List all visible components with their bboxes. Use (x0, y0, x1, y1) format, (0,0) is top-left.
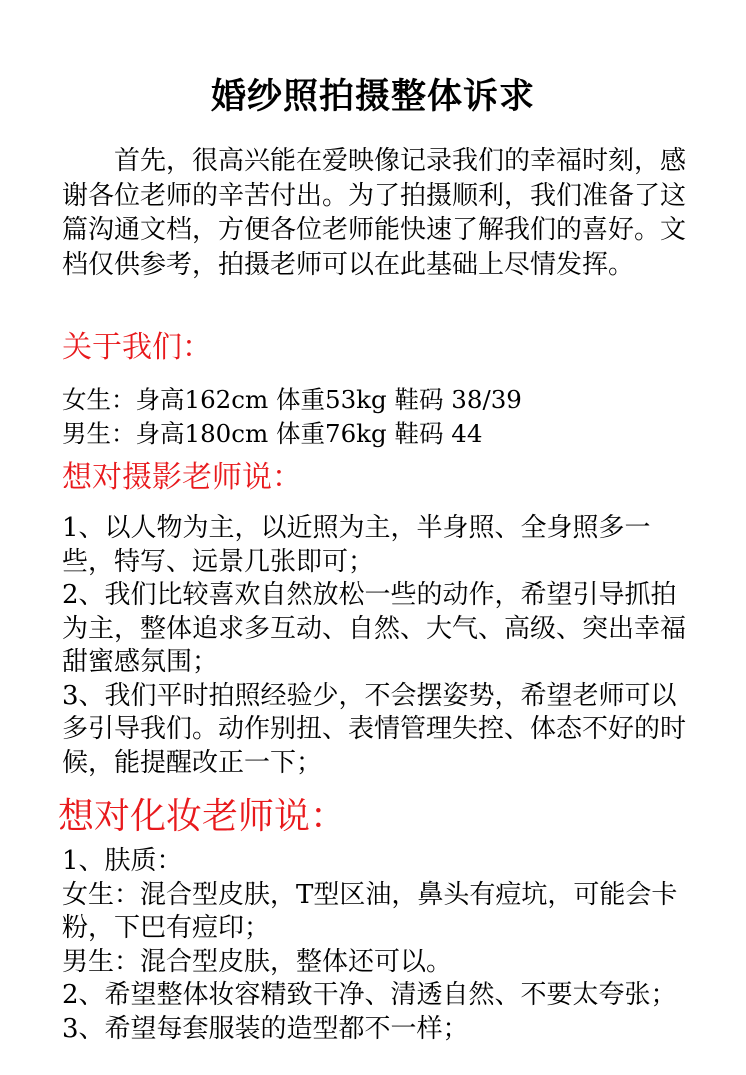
male-info: 男生：身高180cm 体重76kg 鞋码 44 (62, 418, 483, 448)
document-title: 婚纱照拍摄整体诉求 (210, 77, 535, 117)
intro-paragraph: 首先，很高兴能在爱映像记录我们的幸福时刻，感谢各位老师的辛苦付出。为了拍摄顺利，我们准备了这篇沟通文档，方便各位老师能快速了解我们的喜好。文档仅供参考，拍摄老师可以在此基础上尽情发挥。 (62, 146, 687, 280)
about-us-section (62, 383, 702, 450)
list-item: 1、肤质： (62, 846, 183, 876)
list-item: 女生：混合型皮肤，T型区油，鼻头有痘坑，可能会卡粉，下巴有痘印； (62, 879, 678, 943)
makeup-notes (62, 845, 702, 1046)
about-us-heading: 关于我们： (62, 330, 212, 365)
list-item: 2、我们比较喜欢自然放松一些的动作，希望引导抓拍为主，整体追求多互动、自然、大气、高级、突出幸福甜蜜感氛围； (62, 580, 687, 677)
list-item: 男生：混合型皮肤，整体还可以。 (62, 946, 453, 977)
list-item: 2、希望整体妆容精致干净、清透自然、不要太夸张； (62, 980, 677, 1010)
photographer-notes (62, 512, 702, 780)
makeup-heading: 想对化妆老师说： (58, 796, 347, 837)
female-info: 女生：身高162cm 体重53kg 鞋码 38/39 (62, 385, 522, 414)
list-item: 3、我们平时拍照经验少，不会摆姿势，希望老师可以多引导我们。动作别扭、表情管理失控、体态不好的时候，能提醒改正一下； (62, 680, 687, 778)
photographer-heading: 想对摄影老师说： (62, 460, 302, 495)
list-item: 3、希望每套服装的造型都不一样； (62, 1013, 469, 1044)
list-item: 1、以人物为主，以近照为主，半身照、全身照多一些，特写、远景几张即可； (62, 513, 651, 577)
